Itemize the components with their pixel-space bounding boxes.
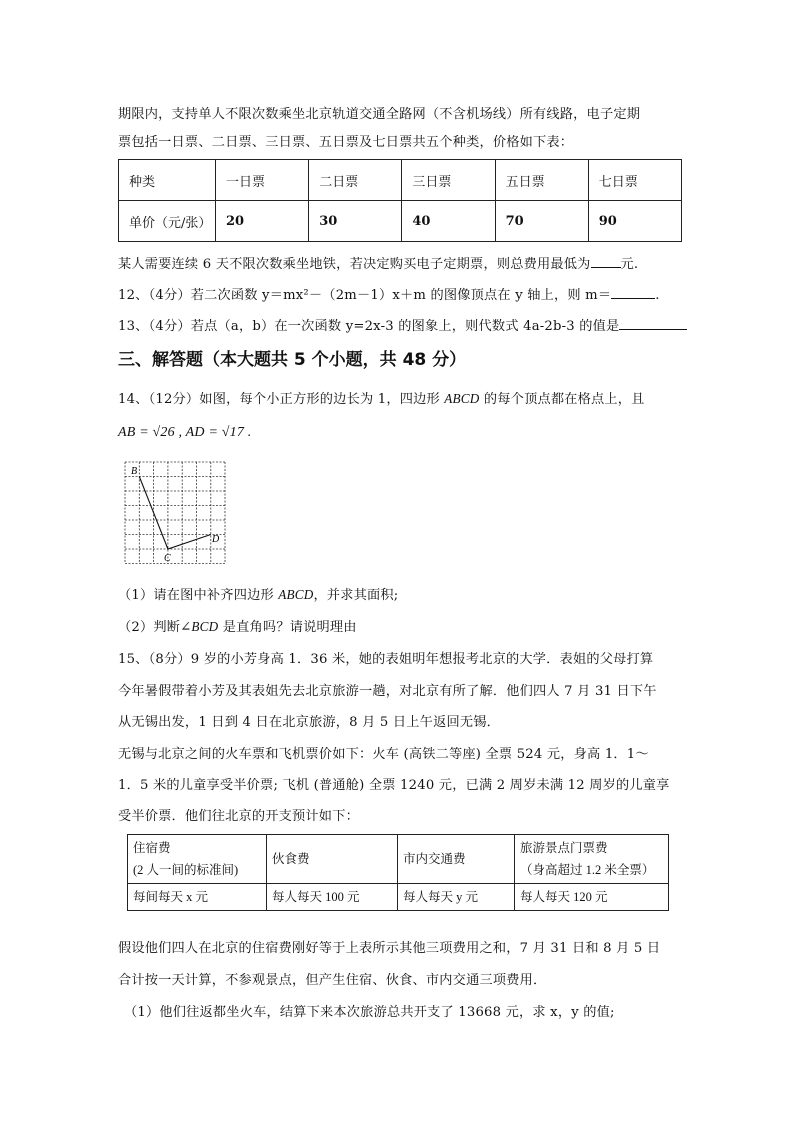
q11-text: 某人需要连续 6 天不限次数乘坐地铁，若决定购买电子定期票，则总费用最低为	[118, 257, 591, 272]
grid-figure	[122, 459, 230, 575]
q14-part2-angle: BCD	[191, 619, 219, 634]
price-cell: 70	[495, 201, 588, 242]
food-header: 伙食费	[267, 835, 398, 884]
label-d: D	[212, 534, 220, 545]
lodging-note: (2 人一间的标准间)	[133, 863, 239, 877]
q14-part1-end: ，并求其面积;	[313, 588, 399, 603]
q15-line-1: 15、（8分）9 岁的小芳身高 1．36 米，她的表姐明年想报考北京的大学．表姐的父母打算	[118, 652, 654, 667]
q15-line-6: 受半价票．他们往北京的开支预计如下：	[118, 809, 359, 824]
q14-part-2	[118, 616, 357, 635]
q14-shape: ABCD	[444, 391, 480, 406]
price-header: 单价（元/张）	[119, 201, 216, 242]
answer-blank	[619, 317, 687, 330]
type-cell: 一日票	[216, 160, 309, 201]
price-cell: 40	[402, 201, 495, 242]
intro-line-1: 期限内，支持单人不限次数乘坐北京轨道交通全路网（不含机场线）所有线路，电子定期	[118, 107, 641, 122]
q14-lengths: AB = √26 , AD = √17 .	[118, 425, 252, 440]
label-c: C	[164, 553, 171, 564]
transit-header: 市内交通费	[398, 835, 515, 884]
label-b: B	[131, 466, 138, 477]
q14-part2-end: 是直角吗？请说明理由	[218, 620, 357, 635]
section-3-title: 三、解答题（本大题共 5 个小题，共 48 分）	[118, 350, 467, 370]
type-cell: 七日票	[588, 160, 681, 201]
segment-bcd	[139, 477, 211, 550]
price-cell: 20	[216, 201, 309, 242]
ticket-note: （身高超过 1.2 米全票）	[520, 863, 655, 877]
q15-after-line-1: 假设他们四人在北京的住宿费刚好等于上表所示其他三项费用之和，7 月 31 日和 8 月 5 日	[118, 941, 661, 956]
transit-cost: 每人每天 y 元	[398, 884, 515, 911]
price-cell: 90	[588, 201, 681, 242]
q11-end: 元.	[620, 257, 639, 272]
q15-after-line-2: 合计按一天计算，不参观景点，但产生住宿、伙食、市内交通三项费用．	[118, 973, 547, 988]
type-cell: 五日票	[495, 160, 588, 201]
table-row	[128, 884, 669, 911]
q12-text: 12、（4分）若二次函数 y＝mx²－（2m－1）x＋m 的图像顶点在 y 轴上，则 m＝	[118, 288, 612, 303]
intro-line-2: 票包括一日票、二日票、三日票、五日票及七日票共五个种类，价格如下表：	[118, 135, 574, 150]
q14-part-1	[118, 584, 398, 603]
q11-tail	[118, 253, 638, 272]
q14-part1-shape: ABCD	[278, 587, 314, 602]
ticket-title: 旅游景点门票费	[520, 841, 608, 855]
q12-end: .	[655, 288, 660, 303]
q15-line-2: 今年暑假带着小芳及其表姐先去北京旅游一趟，对北京有所了解．他们四人 7 月 31 日下午	[118, 684, 657, 699]
lodging-header	[128, 835, 267, 884]
grid-diagram	[122, 459, 230, 571]
food-cost: 每人每天 100 元	[267, 884, 398, 911]
type-header: 种类	[119, 160, 216, 201]
ticket-price-table	[118, 159, 682, 242]
price-cell: 30	[309, 201, 402, 242]
q14-part2-text: （2）判断∠	[118, 620, 192, 635]
ticket-cost: 每人每天 120 元	[515, 884, 669, 911]
table-row	[119, 201, 682, 242]
lodging-cost: 每间每天 x 元	[128, 884, 267, 911]
q13-text: 13、（4分）若点（a，b）在一次函数 y=2x-3 的图象上，则代数式 4a-2b-3 的值是	[118, 319, 620, 334]
q15-line-4: 无锡与北京之间的火车票和飞机票价如下：火车 (高铁二等座) 全票 524 元，身高 1．1～	[118, 747, 649, 762]
expense-table	[127, 834, 669, 911]
answer-blank	[591, 255, 621, 268]
answer-blank	[611, 286, 655, 299]
q15-line-5: 1．5 米的儿童享受半价票; 飞机 (普通舱) 全票 1240 元，已满 2 周岁未满 12 周岁的儿童享	[118, 778, 670, 793]
table-row	[119, 160, 682, 201]
q14-text-end: 的每个顶点都在格点上，且	[479, 392, 645, 407]
q15-part-1: （1）他们往返都坐火车，结算下来本次旅游总共开支了 13668 元，求 x，y 的值;	[124, 1005, 615, 1020]
q15-line-3: 从无锡出发，1 日到 4 日在北京旅游，8 月 5 日上午返回无锡．	[118, 715, 501, 730]
q14-part1-text: （1）请在图中补齐四边形	[118, 588, 279, 603]
q14-text: 14、（12分）如图，每个小正方形的边长为 1，四边形	[118, 392, 445, 407]
lodging-title: 住宿费	[133, 841, 171, 855]
type-cell: 二日票	[309, 160, 402, 201]
type-cell: 三日票	[402, 160, 495, 201]
q12	[118, 284, 660, 303]
table-row	[128, 835, 669, 884]
ticket-header	[515, 835, 669, 884]
q13	[118, 315, 687, 334]
q14-line-1	[118, 388, 645, 407]
